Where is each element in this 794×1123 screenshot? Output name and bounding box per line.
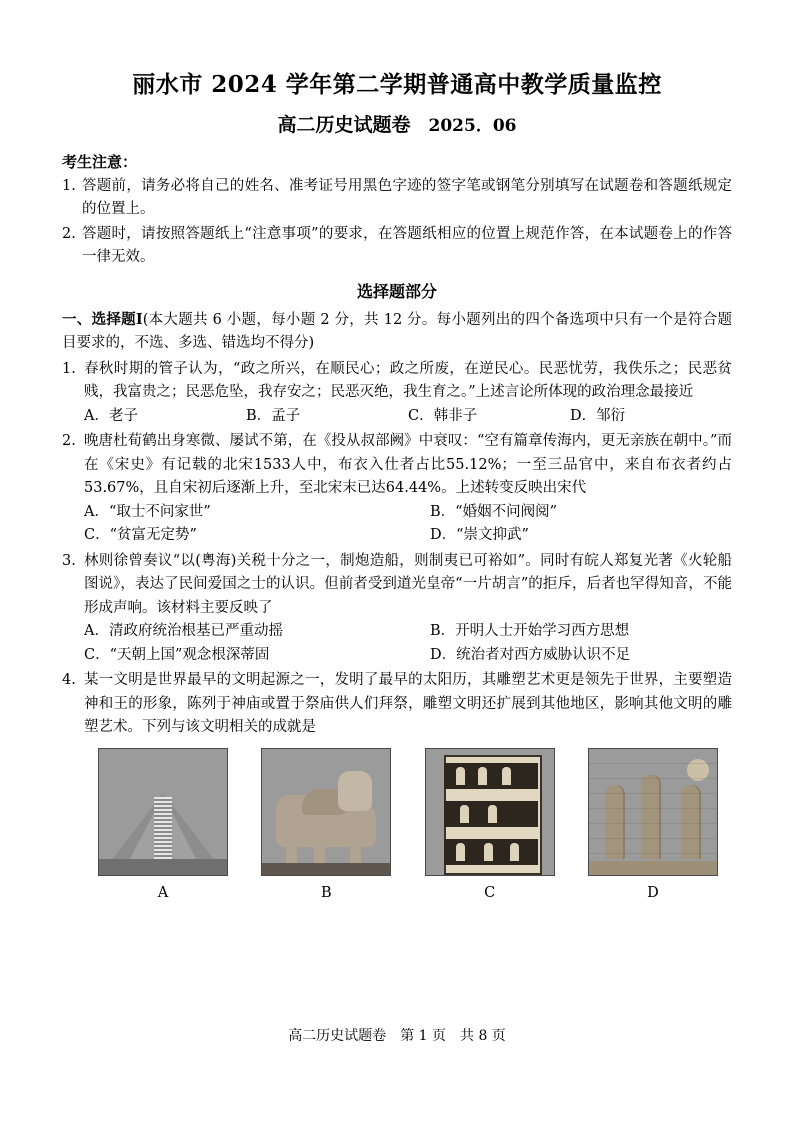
question-3 [62,550,732,667]
question-2 [62,430,732,547]
question-body [84,669,732,907]
subject-title: 高二历史试题卷 [277,113,411,136]
question-body [84,358,732,428]
option-list [84,405,732,428]
option-c[interactable]: C．韩非子 [408,407,478,424]
option-a[interactable]: A．“取士不问家世” [84,503,211,520]
option-b[interactable]: B．开明人士开始学习西方思想 [430,623,630,640]
notice-number: 1. [62,177,76,194]
notice-number: 2. [62,225,76,242]
option-d[interactable]: D．“崇文抑武” [430,527,529,544]
notice-text: 答题时，请按照答题纸上“注意事项”的要求，在答题纸相应的位置上规范作答，在本试题卷上的作答一律无效。 [82,225,732,266]
figure-caption: B [321,884,332,901]
list-item [62,175,732,222]
footer-doc-name: 高二历史试题卷 [288,1028,387,1044]
lamassu-sculpture-photo [261,748,391,876]
option-list [84,620,732,667]
option-c[interactable]: C．“天朝上国”观念根深蒂固 [84,646,270,663]
question-stem: 某一文明是世界最早的文明起源之一，发明了最早的太阳历，其雕塑艺术更是领先于世界，主要塑造神和王的形象，陈列于神庙或置于祭庙供人们拜祭，雕塑文明还扩展到其他地区，影响其他文明的雕塑艺术。下列与该文明相关的成就是 [84,672,732,736]
notice-text: 答题前，请务必将自己的姓名、准考证号用黑色字迹的签字笔或钢笔分别填写在试题卷和答题纸规定的位置上。 [82,177,732,218]
exam-date: 2025．06 [428,115,517,136]
question-body [84,430,732,547]
option-a[interactable]: A．老子 [84,407,138,424]
greek-vase-painting-photo [425,748,555,876]
option-d[interactable]: D．统治者对西方威胁认识不足 [430,646,631,663]
question-1 [62,358,732,428]
question-stem: 林则徐曾奏议“以(粤海)关税十分之一，制炮造船，则制夷已可裕如”。同时有皖人郑复光著《火轮船图说》，表达了民间爱国之士的认识。但前者受到道光皇帝“一片胡言”的拒斥，后者也罕得知音，不能形成声响。该材料主要反映了 [84,552,732,616]
option-b[interactable]: B．孟子 [246,407,301,424]
figure-option-b[interactable] [261,748,391,905]
option-list [84,501,732,548]
figure-option-d[interactable] [588,748,718,905]
list-item [62,223,732,270]
notice-heading: 考生注意： [62,152,138,171]
part-detail: (本大题共 6 小题，每小题 2 分，共 12 分。每小题列出的四个备选项中只有一个是符合题目要求的，不选、多选、错选均不得分) [62,311,732,352]
question-number: 2. [62,433,76,450]
figure-option-c[interactable] [425,748,555,905]
question-4 [62,669,732,907]
question-number: 1. [62,360,76,377]
figure-caption: D [647,884,659,901]
figure-caption: A [157,884,169,901]
option-c[interactable]: C．“贫富无定势” [84,527,197,544]
part-label: 一、选择题I [62,310,143,328]
question-number: 4. [62,672,76,689]
question-stem: 春秋时期的管子认为，“政之所兴，在顺民心；政之所废，在逆民心。民恶忧劳，我佚乐之；民恶贫贱，我富贵之；民恶危坠，我存安之；民恶灭绝，我生育之。”上述言论所体现的政治理念最接近 [84,360,732,401]
part-instructions [62,308,732,356]
question-number: 3. [62,552,76,569]
section-title: 选择题部分 [356,281,437,301]
egyptian-relief-photo [588,748,718,876]
footer-total-pages: 共 8 页 [460,1028,506,1044]
page-title: 丽水市 2024 学年第二学期普通高中教学质量监控 [132,71,662,98]
figure-option-a[interactable] [98,748,228,905]
page-footer [0,1025,794,1045]
question-stem: 晚唐杜荀鹤出身寒微、屡试不第，在《投从叔部阙》中衰叹：“空有篇章传海内，更无亲族在朝中。”而在《宋史》有记载的北宋1533人中，布衣入仕者占比55.12%；一至三品官中，来自布衣者约占53.67%，且自宋初后逐渐上升，至北宋末已达64.44%。上述转变反映出宋代 [84,433,732,497]
question-body [84,550,732,667]
step-pyramid-photo [98,748,228,876]
option-d[interactable]: D．邹衍 [570,407,626,424]
option-b[interactable]: B．“婚姻不问阀阅” [430,503,557,520]
footer-page-number: 第 1 页 [400,1028,446,1044]
notice-list [62,175,732,270]
figure-caption: C [484,884,496,901]
option-a[interactable]: A．清政府统治根基已严重动摇 [84,623,283,640]
figure-options [84,748,732,905]
page-subtitle [62,110,732,137]
